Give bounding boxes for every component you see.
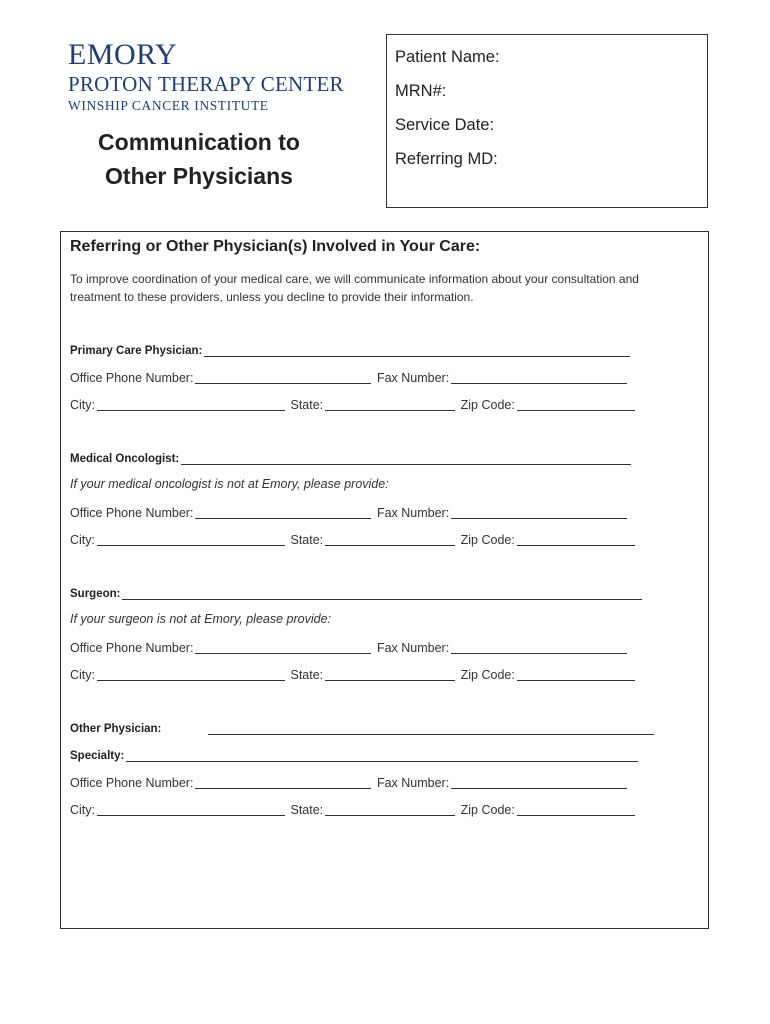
state-label: State:	[290, 398, 324, 412]
referring-md-field[interactable]: Referring MD:	[395, 150, 498, 168]
state-input[interactable]	[325, 803, 455, 816]
fax-input[interactable]	[451, 371, 627, 384]
state-label: State:	[290, 668, 324, 682]
state-input[interactable]	[325, 398, 455, 411]
phone-fax-row	[70, 369, 629, 387]
section-heading: Referring or Other Physician(s) Involved in Your Care:	[70, 238, 481, 255]
section-intro: To improve coordination of your medical care, we will communicate information about your consultation and treatment to these providers, unless you decline to provide their information.	[70, 272, 639, 304]
surgeon-label: Surgeon:	[70, 588, 121, 600]
oncologist-row	[70, 450, 633, 468]
logo-emory-text: EMORY	[68, 38, 178, 71]
primary-care-row	[70, 342, 632, 360]
specialty-label: Specialty:	[70, 750, 125, 762]
emory-logo	[68, 40, 344, 114]
address-row	[70, 666, 637, 684]
office-phone-input[interactable]	[195, 641, 371, 654]
title-line-2: Other Physicians	[105, 163, 293, 189]
phone-fax-row	[70, 639, 629, 657]
phone-fax-row	[70, 504, 629, 522]
patient-name-field[interactable]: Patient Name:	[395, 48, 500, 66]
physicians-section	[60, 231, 709, 929]
fax-input[interactable]	[451, 641, 627, 654]
address-row	[70, 801, 637, 819]
mrn-field[interactable]: MRN#:	[395, 82, 447, 100]
oncologist-name-input[interactable]	[181, 452, 631, 465]
city-label: City:	[70, 398, 95, 412]
office-phone-label: Office Phone Number:	[70, 641, 194, 655]
specialty-input[interactable]	[126, 749, 638, 762]
document-title	[60, 125, 338, 193]
city-input[interactable]	[97, 803, 285, 816]
primary-care-name-input[interactable]	[204, 344, 630, 357]
fax-label: Fax Number:	[376, 641, 450, 655]
fax-input[interactable]	[451, 776, 627, 789]
logo-winship-text: WINSHIP CANCER INSTITUTE	[68, 98, 269, 113]
zip-label: Zip Code:	[460, 668, 515, 682]
other-physician-label: Other Physician:	[70, 723, 162, 735]
zip-input[interactable]	[517, 533, 635, 546]
state-input[interactable]	[325, 533, 455, 546]
patient-info-box	[386, 34, 708, 208]
office-phone-input[interactable]	[195, 371, 371, 384]
city-label: City:	[70, 533, 95, 547]
state-label: State:	[290, 803, 324, 817]
surgeon-note: If your surgeon is not at Emory, please provide:	[70, 612, 332, 626]
zip-label: Zip Code:	[460, 803, 515, 817]
city-input[interactable]	[97, 533, 285, 546]
fax-label: Fax Number:	[376, 506, 450, 520]
service-date-field[interactable]: Service Date:	[395, 116, 495, 134]
other-physician-name-input[interactable]	[208, 722, 654, 735]
other-physician-row	[70, 720, 656, 738]
city-input[interactable]	[97, 668, 285, 681]
zip-input[interactable]	[517, 668, 635, 681]
phone-fax-row	[70, 774, 629, 792]
office-phone-label: Office Phone Number:	[70, 506, 194, 520]
oncologist-note: If your medical oncologist is not at Emory, please provide:	[70, 477, 389, 491]
oncologist-label: Medical Oncologist:	[70, 453, 180, 465]
office-phone-input[interactable]	[195, 776, 371, 789]
city-label: City:	[70, 668, 95, 682]
zip-label: Zip Code:	[460, 398, 515, 412]
city-label: City:	[70, 803, 95, 817]
title-line-1: Communication to	[98, 129, 300, 155]
address-row	[70, 396, 637, 414]
fax-label: Fax Number:	[376, 371, 450, 385]
address-row	[70, 531, 637, 549]
surgeon-name-input[interactable]	[122, 587, 642, 600]
zip-input[interactable]	[517, 803, 635, 816]
surgeon-row	[70, 585, 644, 603]
logo-proton-text: PROTON THERAPY CENTER	[68, 72, 344, 96]
office-phone-label: Office Phone Number:	[70, 371, 194, 385]
specialty-row	[70, 747, 640, 765]
state-label: State:	[290, 533, 324, 547]
primary-care-label: Primary Care Physician:	[70, 345, 203, 357]
fax-input[interactable]	[451, 506, 627, 519]
city-input[interactable]	[97, 398, 285, 411]
office-phone-label: Office Phone Number:	[70, 776, 194, 790]
fax-label: Fax Number:	[376, 776, 450, 790]
zip-label: Zip Code:	[460, 533, 515, 547]
state-input[interactable]	[325, 668, 455, 681]
office-phone-input[interactable]	[195, 506, 371, 519]
zip-input[interactable]	[517, 398, 635, 411]
